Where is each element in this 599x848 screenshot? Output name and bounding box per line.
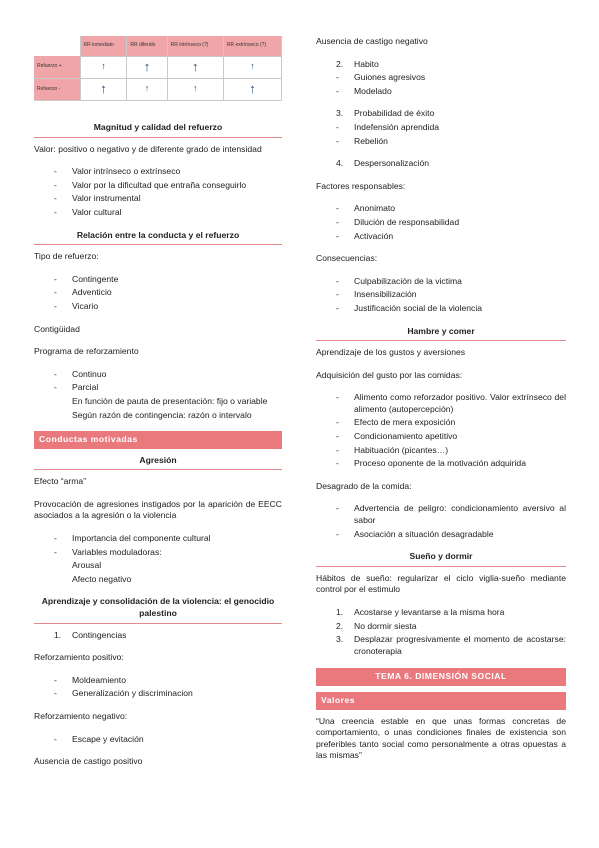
list-item: 2. No dormir siesta <box>336 620 417 631</box>
arrow-up-icon: ↑ <box>101 61 106 72</box>
paragraph: Efecto “arma” <box>34 476 87 487</box>
section-title-magnitud: Magnitud y calidad del refuerzo <box>34 122 282 138</box>
list-item: - Proceso oponente de la motivación adquirida <box>316 458 566 470</box>
paragraph: Aprendizaje de los gustos y aversiones <box>316 347 466 358</box>
arrow-up-icon: ↑ <box>100 81 107 97</box>
list-item: - Contingente <box>34 274 282 286</box>
list-item: - Efecto de mera exposición <box>316 417 566 429</box>
numbered-list <box>316 59 566 71</box>
list-subitem: Afecto negativo <box>72 573 132 584</box>
list-item: - Valor cultural <box>34 207 282 219</box>
list-item: - Valor intrínseco o extrínseco <box>34 166 282 178</box>
paragraph: Valor: positivo o negativo y de diferente grado de intensidad <box>34 143 262 154</box>
table-row-label: Refuerzo + <box>34 56 80 78</box>
list-item: - Asociación a situación desagradable <box>316 529 566 541</box>
bullet-list <box>34 533 282 585</box>
list-item: - Modelado <box>316 86 566 98</box>
list-item: 1. Acostarse y levantarse a la misma hora <box>336 607 505 617</box>
list-item: - Parcial <box>34 382 282 394</box>
table-row <box>34 56 282 78</box>
list-item: - Variables moduladoras: <box>34 547 282 559</box>
paragraph: Contigüidad <box>34 323 80 334</box>
list-item: - Activación <box>316 231 566 243</box>
list-item: - Vicario <box>34 301 282 313</box>
arrow-up-icon: ↑ <box>143 59 151 75</box>
bullet-list <box>316 122 566 147</box>
bullet-list <box>316 72 566 97</box>
bullet-list <box>34 166 282 218</box>
table-header-row <box>34 36 282 56</box>
list-item: - Moldeamiento <box>34 675 282 687</box>
section-banner-valores: Valores <box>316 692 566 710</box>
paragraph: Reforzamiento negativo: <box>34 711 128 721</box>
quote-paragraph: “Una creencia estable en que unas formas concretas de comportamiento, o unas condiciones finales de existencia son preferibles tanto social como personalmente a otras opuestas a las mismas” <box>316 715 566 761</box>
bullet-list <box>34 274 282 313</box>
section-banner-tema6: TEMA 6. DIMENSIÓN SOCIAL <box>316 668 566 686</box>
list-subitem: Según razón de contingencia: razón o intervalo <box>72 409 252 420</box>
list-item: - Valor por la dificultad que entraña conseguirlo <box>34 180 282 192</box>
table-corner <box>34 36 80 56</box>
table-row <box>34 78 282 100</box>
paragraph: Tipo de refuerzo: <box>34 251 99 262</box>
table-header-cell: RR diferido <box>127 36 167 56</box>
table-header-cell: RR extrínseco (?) <box>223 36 281 56</box>
section-title-relacion: Relación entre la conducta y el refuerzo <box>34 230 282 246</box>
bullet-list <box>316 503 566 540</box>
paragraph: Hábitos de sueño: regularizar el ciclo viglia-sueño mediante control por el estimulo <box>316 572 566 595</box>
section-title-sueno: Sueño y dormir <box>316 551 566 567</box>
list-item: - Indefensión aprendida <box>316 122 566 134</box>
list-item: - Advertencia de peligro: condicionamiento aversivo al sabor <box>316 503 566 526</box>
paragraph: Desagrado de la comida: <box>316 480 412 491</box>
paragraph: Programa de reforzamiento <box>34 346 139 357</box>
list-item: - Rebelión <box>316 136 566 148</box>
arrow-up-icon: ↑ <box>250 61 255 72</box>
list-subitem: Arousal <box>72 560 102 571</box>
bullet-list <box>316 392 566 470</box>
section-banner-conductas: Conductas motivadas <box>34 431 282 449</box>
arrow-up-icon: ↑ <box>193 83 198 94</box>
list-item: - Habituación (picantes…) <box>316 445 566 457</box>
bullet-list <box>34 734 282 746</box>
bullet-list <box>316 203 566 242</box>
list-item: - Continuo <box>34 369 282 381</box>
list-item: - Valor instrumental <box>34 193 282 205</box>
list-item: - Guiones agresivos <box>316 72 566 84</box>
reinforcement-table <box>34 36 282 101</box>
list-item: - Dilución de responsabilidad <box>316 217 566 229</box>
right-column <box>316 36 566 762</box>
list-item: - Anonimato <box>316 203 566 215</box>
list-item: - Justificación social de la violencia <box>316 303 566 315</box>
list-subitem: En función de pauta de presentación: fijo o variable <box>72 395 268 406</box>
list-item: - Insensibilización <box>316 289 566 301</box>
section-title-aprendizaje: Aprendizaje y consolidación de la violencia: el genocidio palestino <box>34 596 282 623</box>
arrow-up-icon: ↑ <box>192 59 199 75</box>
arrow-up-icon: ↑ <box>249 81 256 97</box>
table-row-label: Refuerzo - <box>34 78 80 100</box>
paragraph: Adquisición del gusto por las comidas: <box>316 369 463 380</box>
list-item: - Alimento como reforzador positivo. Valor extrínseco del alimento (autopercepción) <box>316 392 566 415</box>
paragraph: Ausencia de castigo negativo <box>316 36 428 46</box>
numbered-list <box>34 630 282 642</box>
section-title-hambre: Hambre y comer <box>316 326 566 342</box>
bullet-list <box>34 369 282 421</box>
bullet-list <box>316 276 566 315</box>
arrow-up-icon: ↑ <box>144 83 150 94</box>
numbered-list <box>316 158 566 170</box>
paragraph: Ausencia de castigo positivo <box>34 756 143 767</box>
bullet-list <box>34 675 282 700</box>
list-item: 3. Probabilidad de éxito <box>336 108 435 119</box>
section-title-agresion: Agresión <box>34 455 282 471</box>
table-header-cell: RR intrínseco (?) <box>167 36 223 56</box>
table-header-cell: RR inmediato <box>80 36 127 56</box>
list-item: - Culpabilización de la victima <box>316 276 566 288</box>
list-item: - Condicionamiento apetitivo <box>316 431 566 443</box>
numbered-list <box>316 607 566 657</box>
list-item: 4. Despersonalización <box>336 158 429 169</box>
paragraph: Reforzamiento positivo: <box>34 652 124 663</box>
paragraph: Factores responsables: <box>316 180 406 191</box>
left-column <box>34 122 282 779</box>
list-item: 3. Desplazar progresivamente el momento de acostarse: cronoterapia <box>336 634 566 656</box>
list-item: - Adventicio <box>34 287 282 299</box>
paragraph: Consecuencias: <box>316 253 378 264</box>
list-item: 2. Habito <box>336 58 379 69</box>
list-item: - Generalización y discriminacion <box>34 688 282 700</box>
list-item: - Importancia del componente cultural <box>34 533 282 545</box>
paragraph: Provocación de agresiones instigados por la aparición de EECC asociados a la agresión o la violencia <box>34 498 282 521</box>
list-item: - Escape y evitación <box>34 734 282 746</box>
numbered-list <box>316 108 566 120</box>
list-item: 1. Contingencias <box>54 629 127 640</box>
